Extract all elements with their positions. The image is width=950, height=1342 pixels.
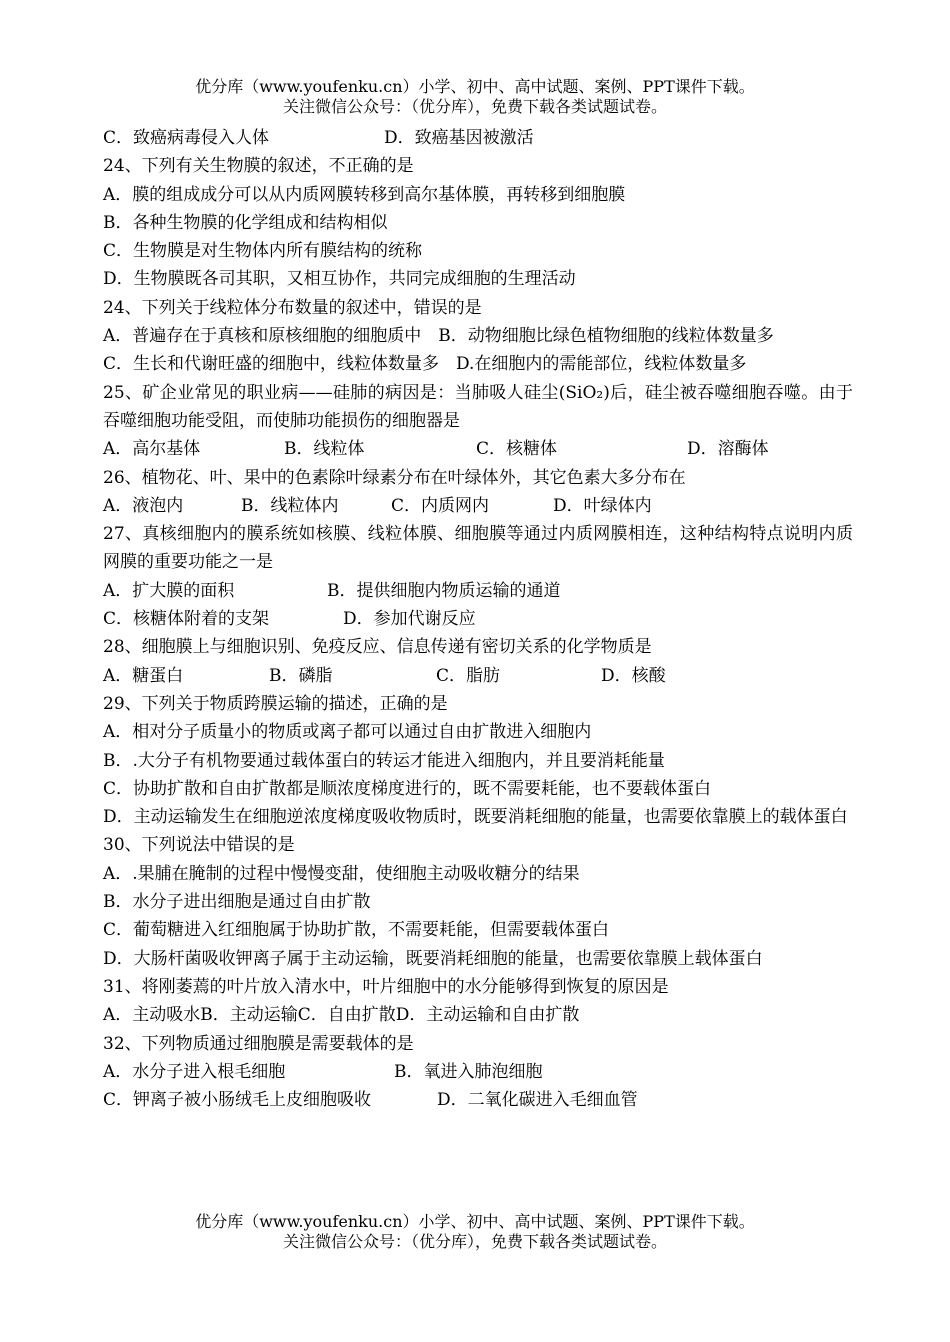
option-c: C．核糖体 (476, 439, 558, 460)
option-c: C．脂肪 (436, 665, 501, 686)
question-32-options-ab (103, 1058, 853, 1086)
option-c: C．钾离子被小肠绒毛上皮细胞吸收 (103, 1090, 372, 1111)
option-a: A．高尔基体 (103, 439, 201, 460)
option-c: C．内质网内 (391, 495, 490, 516)
question-24a-stem: 24、下列有关生物膜的叙述，不正确的是 (103, 156, 414, 177)
footer-line-1: 优分库（www.youfenku.cn）小学、初中、高中试题、案例、PPT课件下载。 (195, 1212, 755, 1231)
option-a: A．扩大膜的面积 (103, 580, 235, 601)
question-24a-option-c: C．生物膜是对生物体内所有膜结构的统称 (103, 241, 423, 262)
question-30-option-a: A．.果脯在腌制的过程中慢慢变甜，使细胞主动吸收糖分的结果 (103, 863, 580, 884)
question-24b-stem: 24、下列关于线粒体分布数量的叙述中，错误的是 (103, 297, 482, 318)
question-26-options (103, 492, 853, 520)
footer-line-2: 关注微信公众号：（优分库），免费下载各类试题试卷。 (282, 1232, 667, 1251)
header-line-1: 优分库（www.youfenku.cn）小学、初中、高中试题、案例、PPT课件下载。 (195, 77, 755, 96)
option-b: B．主动运输 (200, 1005, 298, 1026)
question-31-options (103, 1001, 853, 1029)
option-b: B．提供细胞内物质运输的通道 (327, 580, 561, 601)
question-29-option-a: A．相对分子质量小的物质或离子都可以通过自由扩散进入细胞内 (103, 722, 592, 743)
question-24a-option-a: A．膜的组成成分可以从内质网膜转移到高尔基体膜，再转移到细胞膜 (103, 184, 626, 205)
question-30-option-b: B．水分子进出细胞是通过自由扩散 (103, 892, 371, 913)
option-c: C．致癌病毒侵入人体 (103, 128, 270, 148)
option-b: B．线粒体 (284, 439, 365, 460)
option-b: B．线粒体内 (241, 495, 339, 516)
option-d: D．核酸 (601, 665, 666, 686)
question-28-stem: 28、细胞膜上与细胞识别、免疫反应、信息传递有密切关系的化学物质是 (103, 637, 652, 658)
question-25-options (103, 435, 853, 463)
option-b: B．磷脂 (269, 665, 333, 686)
question-29-stem: 29、下列关于物质跨膜运输的描述，正确的是 (103, 693, 448, 714)
question-body (103, 124, 853, 1114)
question-24b-options-ab: A．普遍存在于真核和原核细胞的细胞质中 B．动物细胞比绿色植物细胞的线粒体数量多 (103, 326, 774, 347)
question-26-stem: 26、植物花、叶、果中的色素除叶绿素分布在叶绿体外，其它色素大多分布在 (103, 467, 686, 488)
option-a: A．主动吸水 (103, 1005, 201, 1026)
question-27-options-ab (103, 577, 853, 605)
question-32-stem: 32、下列物质通过细胞膜是需要载体的是 (103, 1033, 414, 1054)
option-row (103, 124, 853, 152)
question-30-option-d: D．大肠杆菌吸收钾离子属于主动运输，既要消耗细胞的能量，也需要依靠膜上载体蛋白 (103, 948, 763, 969)
header-line-2: 关注微信公众号：（优分库），免费下载各类试题试卷。 (282, 97, 667, 116)
option-d: D．致癌基因被激活 (384, 128, 534, 148)
question-27-stem: 27、真核细胞内的膜系统如核膜、线粒体膜、细胞膜等通过内质网膜相连，这种结构特点说明内质网膜的重要功能之一是 (103, 524, 853, 573)
option-d: D．主动运输和自由扩散 (395, 1005, 580, 1026)
question-28-options (103, 662, 853, 690)
question-31-stem: 31、将刚萎蔫的叶片放入清水中，叶片细胞中的水分能够得到恢复的原因是 (103, 976, 669, 997)
option-d: D．二氧化碳进入毛细血管 (437, 1090, 638, 1111)
question-32-options-cd (103, 1086, 853, 1114)
option-b: B．氧进入肺泡细胞 (394, 1061, 543, 1082)
option-a: A．液泡内 (103, 495, 184, 516)
question-29-option-d: D．主动运输发生在细胞逆浓度梯度吸收物质时，既要消耗细胞的能量，也需要依靠膜上的载体蛋白 (103, 807, 848, 828)
option-d: D．参加代谢反应 (343, 609, 476, 630)
question-24a-option-d: D．生物膜既各司其职，又相互协作，共同完成细胞的生理活动 (103, 269, 576, 290)
question-25-stem: 25、矿企业常见的职业病——硅肺的病因是：当肺吸人硅尘(SiO₂)后，硅尘被吞噬细胞吞噬。由于吞噬细胞功能受阻，而使肺功能损伤的细胞器是 (103, 382, 853, 431)
question-29-option-b: B．.大分子有机物要通过载体蛋白的转运才能进入细胞内，并且要消耗能量 (103, 750, 665, 771)
question-27-options-cd (103, 605, 853, 633)
question-30-option-c: C．葡萄糖进入红细胞属于协助扩散，不需要耗能，但需要载体蛋白 (103, 920, 610, 941)
option-a: A．糖蛋白 (103, 665, 184, 686)
question-29-option-c: C．协助扩散和自由扩散都是顺浓度梯度进行的，既不需要耗能，也不要载体蛋白 (103, 778, 712, 799)
question-24b-options-cd: C．生长和代谢旺盛的细胞中，线粒体数量多 D.在细胞内的需能部位，线粒体数量多 (103, 354, 747, 375)
question-24a-option-b: B．各种生物膜的化学组成和结构相似 (103, 212, 388, 233)
question-30-stem: 30、下列说法中错误的是 (103, 835, 295, 856)
option-d: D．叶绿体内 (553, 495, 652, 516)
option-d: D．溶酶体 (687, 439, 769, 460)
option-c: C．核糖体附着的支架 (103, 609, 270, 630)
option-c: C．自由扩散 (297, 1005, 396, 1026)
option-a: A．水分子进入根毛细胞 (103, 1061, 286, 1082)
